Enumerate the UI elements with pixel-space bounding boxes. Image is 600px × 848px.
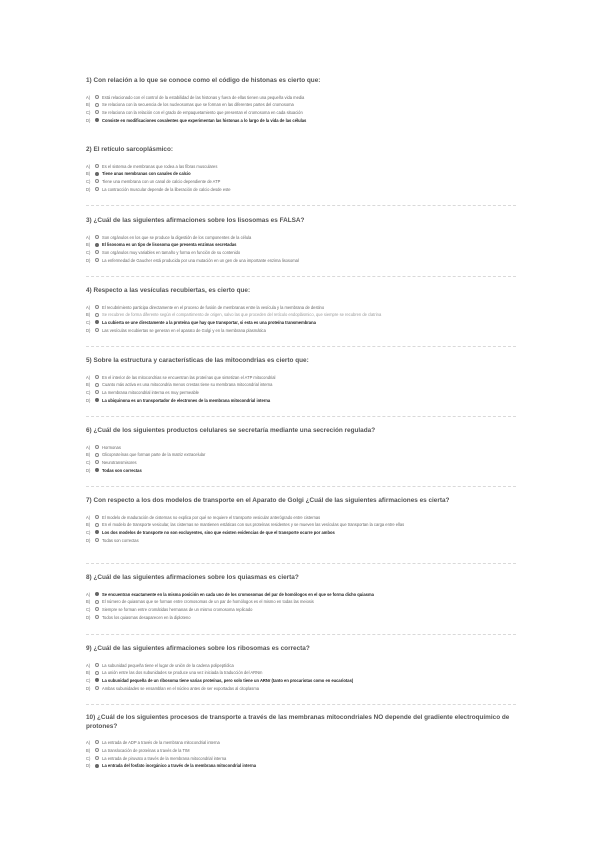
question-6 [86, 427, 516, 476]
radio-button[interactable] [95, 383, 99, 387]
radio-button[interactable] [95, 460, 99, 464]
question-10 [86, 714, 516, 771]
divider [86, 486, 516, 487]
answer-option[interactable] [86, 686, 516, 691]
radio-button[interactable] [95, 453, 99, 457]
answer-option[interactable] [86, 328, 516, 333]
option-text: Glicoproteínas que forman parte de la matriz extracelular [102, 452, 206, 458]
answer-option-selected[interactable] [86, 171, 516, 176]
answer-option[interactable] [86, 670, 516, 675]
radio-button[interactable] [95, 600, 99, 604]
option-letter: A) [86, 234, 91, 240]
option-letter: D) [86, 537, 91, 543]
answer-option[interactable] [86, 179, 516, 184]
divider [86, 346, 516, 347]
answer-option[interactable] [86, 390, 516, 395]
option-letter: B) [86, 522, 91, 528]
radio-button[interactable] [95, 538, 99, 542]
question-1 [86, 77, 516, 126]
radio-button[interactable] [95, 250, 99, 254]
divider [86, 276, 516, 277]
answer-option[interactable] [86, 756, 516, 761]
radio-button[interactable] [95, 615, 99, 619]
option-text: La subunidad pequeña tiene el lugar de unión de la cadena polipeptídica [102, 662, 234, 668]
option-letter: D) [86, 117, 91, 123]
option-text: Todas son correctas [102, 537, 139, 543]
radio-button[interactable] [95, 110, 99, 114]
option-text: El modelo de maduración de cisternas no explica por qué se requiere el transporte vesicular anterógrado entre cisternas [102, 514, 321, 520]
option-text: Todas son correctas [102, 467, 142, 473]
question-title: 10) ¿Cuál de los siguientes procesos de transporte a través de las membranas mitocondriales NO depende del gradiente electroquímico de protones? [86, 714, 510, 730]
option-letter: C) [86, 530, 91, 536]
radio-button[interactable] [95, 305, 99, 309]
option-letter: C) [86, 460, 91, 466]
radio-button-selected[interactable] [95, 118, 99, 122]
option-text: La entrada del fosfato inorgánico a través de la membrana mitocondrial interna [102, 763, 257, 769]
answer-option[interactable] [86, 452, 516, 457]
option-text: Consiste en modificaciones covalentes que experimentan las histonas a lo largo de la vida de las células [102, 117, 307, 123]
option-letter: C) [86, 390, 91, 396]
option-text: La membrana mitocondrial interna es muy permeable [102, 390, 199, 396]
option-letter: A) [86, 444, 91, 450]
option-letter: D) [86, 614, 91, 620]
option-letter: B) [86, 747, 91, 753]
radio-button[interactable] [95, 748, 99, 752]
answer-option[interactable] [86, 615, 516, 620]
option-text: La unión entre las dos subunidades se produce una vez iniciada la traducción del ARNm [102, 670, 263, 676]
option-letter: C) [86, 678, 91, 684]
option-letter: D) [86, 327, 91, 333]
option-letter: C) [86, 250, 91, 256]
answer-option[interactable] [86, 740, 516, 745]
question-title: 2) El retículo sarcoplásmico: [86, 146, 174, 153]
answer-option[interactable] [86, 235, 516, 240]
option-text: Está relacionado con el control de la estabilidad de las histonas y fuera de ellas tienen una pequeña vida media [102, 94, 305, 100]
question-title: 3) ¿Cuál de las siguientes afirmaciones sobre los lisosomas es FALSA? [86, 217, 305, 224]
option-text: Tiene una membrana con un canal de calcio dependiente de ATP [102, 179, 221, 185]
radio-button[interactable] [95, 258, 99, 262]
answer-option[interactable] [86, 95, 516, 100]
option-letter: B) [86, 599, 91, 605]
option-letter: A) [86, 304, 91, 310]
radio-button-selected[interactable] [95, 243, 99, 247]
radio-button[interactable] [95, 179, 99, 183]
answer-option[interactable] [86, 607, 516, 612]
option-text: La contracción muscular depende de la liberación de calcio desde este [102, 186, 231, 192]
radio-button[interactable] [95, 313, 99, 317]
question-title: 4) Respecto a las vesículas recubiertas, es cierto que: [86, 287, 251, 294]
option-letter: D) [86, 397, 91, 403]
radio-button[interactable] [95, 375, 99, 379]
option-letter: B) [86, 312, 91, 318]
option-text: Las vesículas recubiertas se generan en el aparato de Golgi y en la membrana plasmática [102, 327, 266, 333]
option-text: Se recubren de forma diferente según el compartimento de origen, salvo las que proceden del retículo endoplásmico, que siempre se recubren de clatrina [102, 312, 382, 318]
option-text: Tiene unas membranas con canales de calcio [102, 171, 191, 177]
option-letter: C) [86, 755, 91, 761]
option-letter: D) [86, 257, 91, 263]
radio-button[interactable] [95, 523, 99, 527]
radio-button[interactable] [95, 390, 99, 394]
option-letter: B) [86, 242, 91, 248]
option-text: Cuanto más activa es una mitocondria menos crestas tiene su membrana mitocondrial interna [102, 382, 273, 388]
option-text: Son orgánulos muy variables en tamaño y forma en función de su contenido [102, 250, 241, 256]
question-title: 9) ¿Cuál de las siguientes afirmaciones sobre los ribosomas es correcta? [86, 645, 310, 652]
radio-button-selected[interactable] [95, 468, 99, 472]
question-title: 6) ¿Cuál de los siguientes productos celulares se secretaría mediante una secreción regulada? [86, 427, 376, 434]
option-text: Hormonas [102, 444, 121, 450]
option-letter: C) [86, 320, 91, 326]
radio-button[interactable] [95, 686, 99, 690]
question-title: 5) Sobre la estructura y características de las mitocondrias es cierto que: [86, 357, 309, 364]
radio-button[interactable] [95, 663, 99, 667]
option-letter: B) [86, 452, 91, 458]
option-text: Neurotransmisores [102, 460, 137, 466]
radio-button[interactable] [95, 187, 99, 191]
radio-button[interactable] [95, 740, 99, 744]
option-letter: A) [86, 94, 91, 100]
answer-option[interactable] [86, 382, 516, 387]
option-letter: A) [86, 740, 91, 745]
option-text: La subunidad pequeña de un ribosoma tiene varias proteínas, pero solo tiene un ARNr (tanto en procariotas como en eucariotas) [102, 678, 354, 684]
radio-button-selected[interactable] [95, 678, 99, 682]
answer-option-selected[interactable] [86, 530, 516, 535]
option-text: El número de quiasmas que se forman entre cromosomas de un par de homólogos es el mismo en todas las meiosis [102, 599, 314, 605]
question-title: 7) Con respecto a los dos modelos de transporte en el Aparato de Golgi ¿Cuál de las siguientes afirmaciones es cierta? [86, 497, 450, 504]
option-letter: A) [86, 591, 91, 597]
option-text: La cubierta se une directamente a la proteína que hay que transportar, si esta es una proteína transmembrana [102, 320, 316, 326]
question-9 [86, 645, 516, 694]
answer-option-selected[interactable] [86, 468, 516, 473]
option-text: En el interior de las mitocondrias se encuentran las proteínas que sintetizan el ATP mitocondrial [102, 374, 276, 380]
radio-button[interactable] [95, 95, 99, 99]
option-letter: C) [86, 607, 91, 613]
radio-button-selected[interactable] [95, 172, 99, 176]
answer-option-selected[interactable] [86, 398, 516, 403]
radio-button[interactable] [95, 515, 99, 519]
answer-option-selected[interactable] [86, 118, 516, 123]
option-text: La entrada de ADP a través de la membrana mitocondrial interna [102, 740, 220, 745]
option-letter: B) [86, 102, 91, 108]
radio-button-selected[interactable] [95, 764, 99, 768]
option-text: Ambas subunidades se ensamblan en el núcleo antes de ser exportadas al citoplasma [102, 685, 260, 691]
question-title: 8) ¿Cuál de las siguientes afirmaciones sobre los quiasmas es cierta? [86, 574, 299, 581]
divider [86, 704, 516, 705]
option-text: La entrada de piruvato a través de la membrana mitocondrial interna [102, 755, 227, 761]
answer-option-selected[interactable] [86, 242, 516, 247]
answer-option[interactable] [86, 599, 516, 604]
option-letter: D) [86, 186, 91, 192]
answer-option[interactable] [86, 312, 516, 317]
answer-option[interactable] [86, 187, 516, 192]
option-text: La enfermedad de Gaucher está producida por una mutación en un gen de una importante enzima lisosomal [102, 257, 299, 263]
divider [86, 205, 516, 206]
option-text: Los dos modelos de transporte no son excluyentes, sino que existen evidencias de que el transporte ocurre por ambos [102, 530, 335, 536]
option-letter: A) [86, 163, 91, 169]
option-letter: C) [86, 110, 91, 116]
answer-option[interactable] [86, 663, 516, 668]
divider [86, 634, 516, 635]
option-text: En el modelo de transporte vesicular, las cisternas se mantienen estáticas con sus proteínas residentes y se mueven las vesículas que transportan la carga entre ellas [102, 522, 405, 528]
radio-button[interactable] [95, 671, 99, 675]
answer-option-selected[interactable] [86, 592, 516, 597]
question-3 [86, 217, 516, 266]
radio-button-selected[interactable] [95, 398, 99, 402]
question-4 [86, 287, 516, 336]
option-letter: B) [86, 382, 91, 388]
option-letter: D) [86, 467, 91, 473]
option-text: La ubiquinona es un transportador de electrones de la membrana mitocondrial interna [102, 397, 271, 403]
option-text: Siempre se forman entre cromátidas hermanas de un mismo cromosoma replicado [102, 607, 253, 613]
option-letter: B) [86, 670, 91, 676]
option-text: El recubrimiento participa directamente en el proceso de fusión de membranas entre la vesícula y la membrana de destino [102, 304, 325, 310]
answer-option[interactable] [86, 375, 516, 380]
option-text: Todos los quiasmas desaparecen en la diploteno [102, 614, 191, 620]
answer-option-selected[interactable] [86, 320, 516, 325]
radio-button[interactable] [95, 328, 99, 332]
answer-option-selected[interactable] [86, 763, 516, 768]
option-letter: A) [86, 514, 91, 520]
answer-option-selected[interactable] [86, 678, 516, 683]
answer-option[interactable] [86, 748, 516, 753]
answer-option[interactable] [86, 110, 516, 115]
radio-button[interactable] [95, 756, 99, 760]
radio-button[interactable] [95, 445, 99, 449]
answer-option[interactable] [86, 102, 516, 107]
divider [86, 416, 516, 417]
answer-option[interactable] [86, 445, 516, 450]
answer-option[interactable] [86, 515, 516, 520]
radio-button-selected[interactable] [95, 592, 99, 596]
option-text: El lisosoma es un tipo de lisosoma que presenta enzimas secretadas [102, 242, 237, 248]
radio-button[interactable] [95, 235, 99, 239]
question-title: 1) Con relación a lo que se conoce como el código de histonas es cierto que: [86, 77, 321, 84]
answer-option[interactable] [86, 258, 516, 263]
option-letter: A) [86, 662, 91, 668]
question-5 [86, 357, 516, 406]
divider [86, 563, 516, 564]
radio-button[interactable] [95, 103, 99, 107]
option-text: La translocación de proteínas a través de la TIM [102, 747, 190, 753]
option-text: Se relaciona con la relación con el grado de empaquetamiento que presentan el cromosoma en cada situación [102, 110, 303, 116]
answer-option[interactable] [86, 164, 516, 169]
answer-option[interactable] [86, 460, 516, 465]
option-letter: D) [86, 685, 91, 691]
option-letter: A) [86, 374, 91, 380]
option-text: Es el sistema de membranas que rodea a las fibras musculares [102, 163, 218, 169]
option-letter: D) [86, 763, 91, 769]
option-text: Se relaciona con la secuencia de los nucleosomas que se forman en las diferentes partes del cromosoma [102, 102, 294, 108]
question-7 [86, 497, 516, 546]
option-letter: C) [86, 179, 91, 185]
radio-button-selected[interactable] [95, 530, 99, 534]
question-8 [86, 574, 516, 623]
option-text: Son orgánulos en los que se produce la digestión de los componentes de la célula [102, 234, 252, 240]
answer-option[interactable] [86, 522, 516, 527]
question-2 [86, 146, 516, 195]
answer-option[interactable] [86, 250, 516, 255]
answer-option[interactable] [86, 305, 516, 310]
radio-button[interactable] [95, 164, 99, 168]
option-text: Se encuentran exactamente en la misma posición en cada uno de los cromosomas del par de homólogos en el que se forma dicho quiasma [102, 591, 374, 597]
answer-option[interactable] [86, 538, 516, 543]
radio-button-selected[interactable] [95, 320, 99, 324]
option-letter: B) [86, 171, 91, 177]
radio-button[interactable] [95, 607, 99, 611]
